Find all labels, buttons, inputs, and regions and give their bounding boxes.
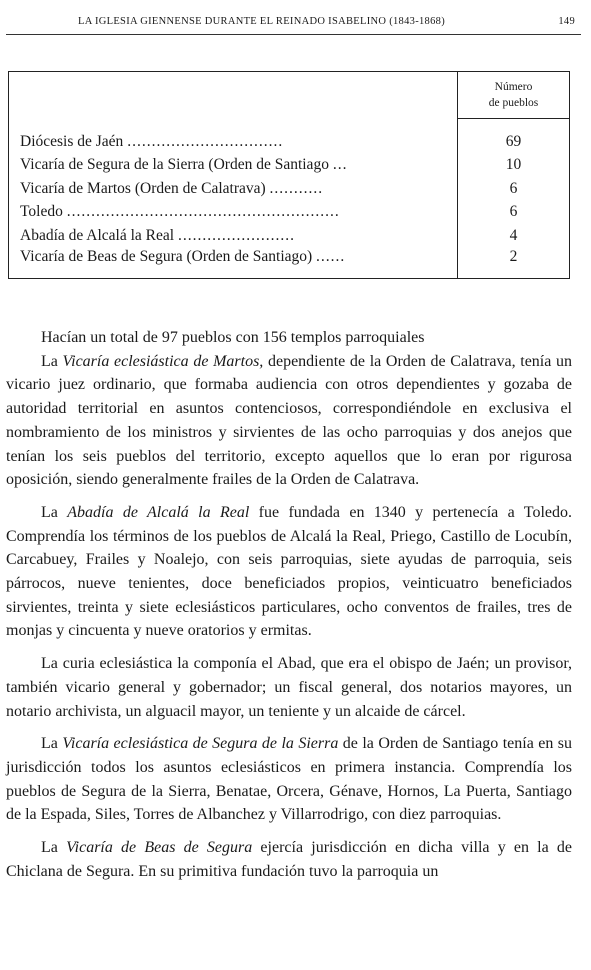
- paragraph: [6, 350, 572, 492]
- paragraph: [6, 501, 572, 643]
- row-name: Vicaría de Beas de Segura (Orden de Santiago): [20, 247, 313, 265]
- paragraph: [6, 652, 572, 723]
- column-header-line-2: de pueblos: [488, 97, 539, 109]
- running-header: [6, 14, 581, 35]
- row-value: 2: [458, 248, 570, 279]
- row-name: Toledo: [20, 203, 63, 221]
- text-run: de la Orden de Santiago tenía en su jurisdicción todos los asuntos eclesiásticos en primera instancia. Comprendía los pueblos de Segura de la Sierra, Benatae, Orcera, Génave, Hornos, La Puerta, Santiago de la Espada, Siles, Torres de Albanchez y Villarrodrigo, con diez parroquias.: [6, 735, 572, 824]
- column-header: [458, 72, 570, 119]
- table-row: Toledo ........................................................ 6: [9, 201, 570, 225]
- row-value: 69: [458, 130, 570, 154]
- table-row: Vicaría de Beas de Segura (Orden de Santiago) ...... 2: [9, 248, 570, 279]
- row-value: 6: [458, 201, 570, 225]
- row-name: Vicaría de Segura de la Sierra (Orden de Santiago: [20, 156, 329, 174]
- table-row: Diócesis de Jaén ................................ 69: [9, 130, 570, 154]
- text-run: Hacían un total de 97 pueblos con 156 templos parroquiales: [41, 329, 425, 346]
- text-run: fue fundada en 1340 y pertenecía a Toledo. Comprendía los términos de los pueblos de Alcalá la Real, Priego, Castillo de Locubín, Carcabuey, Frailes y Noalejo, con seis parroquias, siete ayudas de parroquia, seis párrocos, nueve tenientes, doce beneficiados propios, veinticuatro beneficiados sirvientes, treinta y siete eclesiásticos particulares, ocho conventos de frailes, tres de monjas y cincuenta y nueve oratorios y ermitas.: [6, 503, 573, 640]
- jurisdiction-table: [8, 71, 570, 279]
- row-value: 10: [458, 154, 570, 178]
- text-run: La: [41, 735, 63, 753]
- column-header-line-1: Número: [494, 81, 533, 93]
- row-name: Vicaría de Martos (Orden de Calatrava): [20, 179, 266, 197]
- table-row: Vicaría de Martos (Orden de Calatrava) ........... 6: [9, 177, 570, 201]
- paragraph: [6, 326, 572, 350]
- text-run: dependiente de la Orden de Calatrava, tenía un vicario juez ordinario, que formaba audiencia con otros dependientes y gozaba de autoridad territorial en asuntos contenciosos, correspondiéndole en exclusiva el nombramiento de los ministros y sirvientes de las ocho parroquias y dos anejos que tenían los seis pueblos del territorio, excepto aquellos que lo eran por rigurosa oposición, siendo generalmente frailes de la Orden de Calatrava.: [6, 352, 573, 489]
- text-run: ejercía jurisdicción en dicha villa y en la de Chiclana de Segura. En su primitiva fundación tuvo la parroquia un: [6, 839, 573, 880]
- text-run: La: [41, 839, 67, 857]
- row-name: Diócesis de Jaén: [20, 132, 124, 150]
- table-row: Vicaría de Segura de la Sierra (Orden de Santiago ... 10: [9, 154, 570, 178]
- body-text: [6, 326, 572, 892]
- row-name: Abadía de Alcalá la Real: [20, 226, 175, 244]
- running-title: LA IGLESIA GIENNENSE DURANTE EL REINADO ISABELINO (1843-1868): [78, 16, 445, 27]
- italic-term: Abadía de Alcalá la Real: [67, 503, 250, 521]
- row-value: 4: [458, 224, 570, 248]
- row-value: 6: [458, 177, 570, 201]
- italic-term: Vicaría eclesiástica de Segura de la Sierra: [62, 735, 339, 753]
- text-run: La: [41, 503, 68, 521]
- text-run: La curia eclesiástica la componía el Abad, que era el obispo de Jaén; un provisor, también vicario general y gobernador; un fiscal general, dos notarios mayores, un notario archivista, un alguacil mayor, un teniente y un alcaide de cárcel.: [6, 655, 572, 720]
- text-run: La: [41, 352, 63, 370]
- table-header-blank: [9, 72, 458, 119]
- table-row: Abadía de Alcalá la Real ........................ 4: [9, 224, 570, 248]
- page-number: 149: [558, 16, 575, 27]
- paragraph: [6, 836, 572, 883]
- paragraph: [6, 732, 572, 827]
- italic-term: Vicaría eclesiástica de Martos,: [62, 352, 264, 370]
- italic-term: Vicaría de Beas de Segura: [66, 839, 253, 857]
